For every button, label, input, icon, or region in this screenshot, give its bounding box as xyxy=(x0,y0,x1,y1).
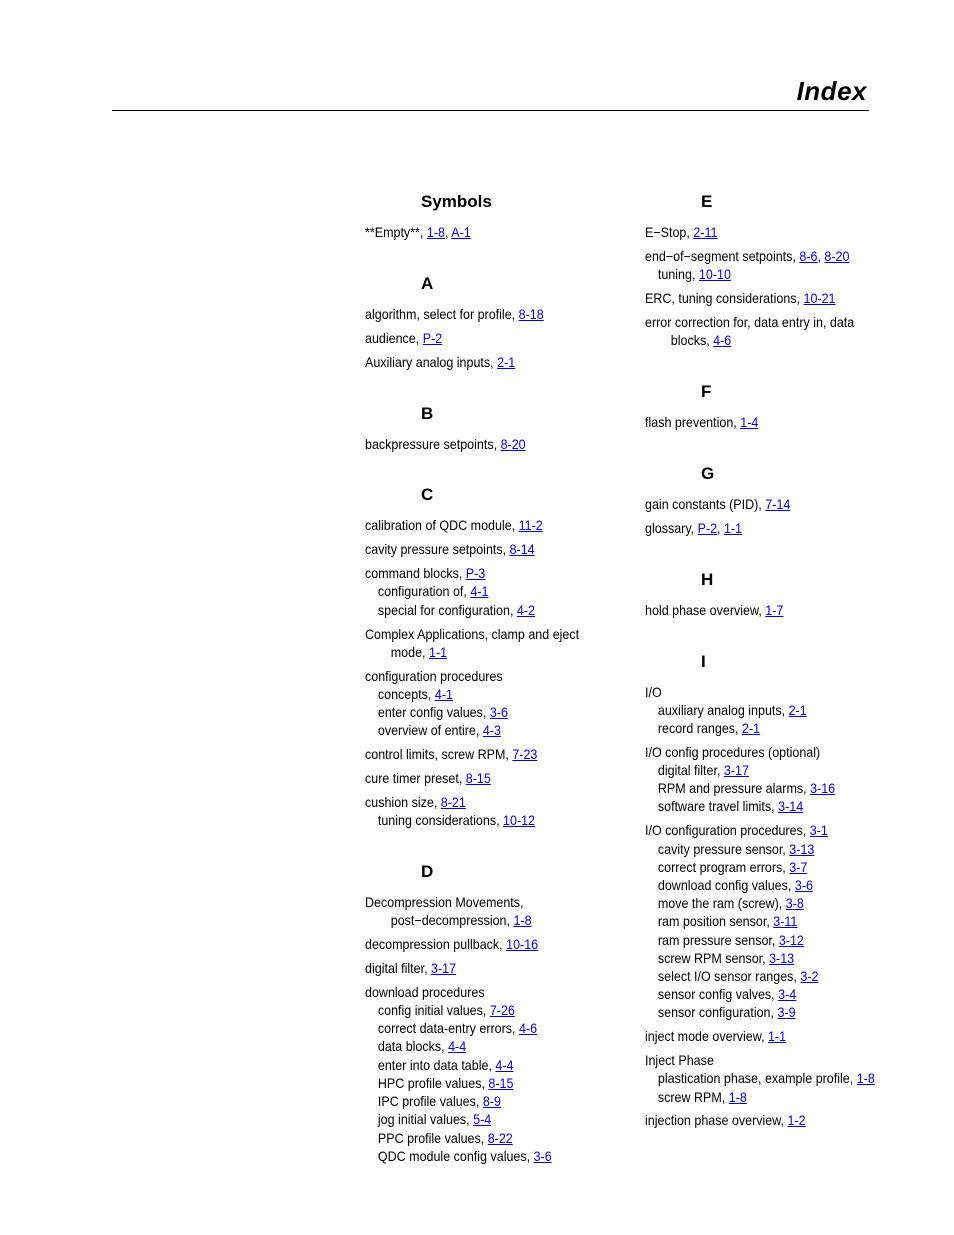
page-ref-link[interactable]: 4-4 xyxy=(495,1057,514,1073)
section-spacer xyxy=(365,248,627,272)
index-subentry xyxy=(365,812,606,830)
entry-term: command blocks, xyxy=(365,566,463,582)
page-ref-link[interactable]: 1-8 xyxy=(728,1089,747,1105)
section-letter: I xyxy=(701,651,706,671)
entry-term: Decompression Movements, xyxy=(365,895,524,910)
page-ref-link[interactable]: 3-9 xyxy=(777,1005,796,1021)
page-ref-link[interactable]: 3-4 xyxy=(778,987,797,1003)
page-ref-link[interactable]: 1-1 xyxy=(768,1029,787,1045)
entry-term-continued xyxy=(645,332,886,350)
index-subentry xyxy=(645,877,886,895)
subentry-term: screw RPM sensor, xyxy=(657,950,766,966)
subentry-term: data blocks, xyxy=(377,1039,445,1055)
subentry-term: select I/O sensor ranges, xyxy=(657,968,797,984)
page-ref-link[interactable]: 3-1 xyxy=(809,823,828,839)
index-subentry xyxy=(645,1070,886,1088)
index-entry xyxy=(365,746,606,764)
entry-term: **Empty**, xyxy=(365,225,424,240)
subentry-term: screw RPM, xyxy=(657,1089,726,1105)
subentry-term: ram position sensor, xyxy=(657,914,770,930)
entry-term: download procedures xyxy=(365,984,485,1000)
page-ref-link[interactable]: 8-20 xyxy=(500,436,526,452)
index-entry xyxy=(365,668,606,741)
entry-term: algorithm, select for profile, xyxy=(365,306,516,322)
section-spacer xyxy=(365,459,627,483)
page-ref-link[interactable]: 3-6 xyxy=(794,877,813,893)
index-subentry xyxy=(645,266,886,284)
page-ref-link[interactable]: 5-4 xyxy=(473,1112,492,1128)
entry-term: digital filter, xyxy=(365,960,428,976)
page-ref-link[interactable]: 8-9 xyxy=(482,1094,501,1110)
subentry-term: sensor config valves, xyxy=(657,987,775,1003)
index-subentry xyxy=(645,913,886,931)
index-subentry xyxy=(365,1148,606,1166)
section-letter: C xyxy=(421,485,434,505)
page-ref-link[interactable]: 10-21 xyxy=(803,290,836,306)
page-ref-link[interactable]: 3-17 xyxy=(431,960,457,976)
index-entry xyxy=(365,354,606,372)
page-ref-link[interactable]: 10-12 xyxy=(503,813,536,829)
page-ref-link[interactable]: 1-7 xyxy=(765,602,784,618)
subentry-term: IPC profile values, xyxy=(377,1094,480,1110)
subentry-term: move the ram (screw), xyxy=(657,896,783,912)
index-section xyxy=(645,438,907,538)
index-subentry xyxy=(365,1130,606,1148)
subentry-term: plastication phase, example profile, xyxy=(657,1071,854,1087)
page-ref-link[interactable]: 1-4 xyxy=(740,414,759,430)
page-header xyxy=(112,74,869,111)
section-letter: H xyxy=(701,569,714,589)
index-section xyxy=(365,248,627,372)
index-subentry xyxy=(365,1002,606,1020)
index-subentry xyxy=(365,1038,606,1056)
entry-term: calibration of QDC module, xyxy=(365,518,516,534)
index-entry: glossary, P-2, 1-1 xyxy=(645,520,743,536)
entry-term: E−Stop, xyxy=(645,225,690,240)
index-subentry xyxy=(645,968,886,986)
entry-term: Inject Phase xyxy=(645,1053,714,1069)
index-section xyxy=(645,544,907,620)
entry-term: Complex Applications, clamp and eject xyxy=(365,626,580,642)
page-ref-link[interactable]: 4-4 xyxy=(448,1039,467,1055)
entry-term-continuation: post−decompression, xyxy=(390,913,510,929)
index-entry xyxy=(365,517,606,535)
page-ref-link[interactable]: 3-2 xyxy=(800,968,819,984)
index-entry xyxy=(365,565,606,620)
page-ref-link[interactable]: 2-1 xyxy=(497,354,516,370)
subentry-term: tuning considerations, xyxy=(377,813,500,829)
index-entry xyxy=(365,894,606,930)
page-ref-link[interactable]: 8-18 xyxy=(518,306,544,322)
entry-term: ERC, tuning considerations, xyxy=(645,290,801,306)
index-section xyxy=(645,356,907,432)
index-entry xyxy=(365,436,606,454)
index-subentry xyxy=(645,1089,886,1107)
index-subentry xyxy=(365,686,606,704)
index-section xyxy=(645,626,907,1131)
section-spacer xyxy=(645,544,907,568)
index-subentry xyxy=(365,1093,606,1111)
page-ref-link[interactable]: 4-1 xyxy=(434,686,453,702)
entry-term: audience, xyxy=(365,330,420,346)
index-entry xyxy=(365,984,606,1166)
subentry-term: cavity pressure sensor, xyxy=(657,841,786,857)
entry-term-continued xyxy=(365,644,606,662)
entry-term: decompression pullback, xyxy=(365,937,503,953)
index-subentry xyxy=(365,602,606,620)
index-subentry xyxy=(645,762,886,780)
page-ref-link[interactable]: 2-1 xyxy=(788,702,807,718)
entry-term: hold phase overview, xyxy=(645,602,762,618)
index-entry: end−of−segment setpoints, 8-6, 8-20 tuning, 10-10 xyxy=(645,248,886,284)
page-ref-link[interactable]: 8-6 xyxy=(799,248,818,264)
section-spacer xyxy=(645,356,907,380)
subentry-term: enter config values, xyxy=(377,705,487,721)
section-spacer xyxy=(365,836,627,860)
entry-term: cushion size, xyxy=(365,794,438,810)
entry-term: flash prevention, xyxy=(645,414,737,430)
page-ref-link[interactable]: 3-7 xyxy=(789,859,808,875)
entry-term: backpressure setpoints, xyxy=(365,436,498,452)
page-ref-link[interactable]: P-2 xyxy=(697,520,718,536)
page-ref-link[interactable]: 1-8 xyxy=(513,913,532,929)
entry-term: glossary, xyxy=(645,520,695,536)
subentry-term: special for configuration, xyxy=(377,602,514,618)
subentry-term: concepts, xyxy=(377,686,432,702)
page-ref-link[interactable]: 3-12 xyxy=(778,932,804,948)
entry-term: configuration procedures xyxy=(365,668,503,684)
subentry-term: HPC profile values, xyxy=(377,1075,485,1091)
entry-term: I/O config procedures (optional) xyxy=(645,744,821,760)
index-subentry xyxy=(645,950,886,968)
subentry-term: overview of entire, xyxy=(377,723,480,739)
index-entry xyxy=(645,1112,886,1130)
index-entry xyxy=(365,960,606,978)
index-section xyxy=(365,378,627,454)
index-entry xyxy=(645,314,886,350)
index-entry xyxy=(365,306,606,324)
index-entry xyxy=(645,822,886,1022)
page-ref-link[interactable]: 2-11 xyxy=(693,225,718,240)
index-subentry xyxy=(645,841,886,859)
page-ref-link[interactable]: 7-26 xyxy=(489,1003,515,1019)
section-spacer xyxy=(645,626,907,650)
entry-term: injection phase overview, xyxy=(645,1113,785,1129)
index-entry xyxy=(645,1028,886,1046)
page-ref-link[interactable]: 4-2 xyxy=(516,602,536,618)
index-entry xyxy=(365,770,606,788)
page-ref-link[interactable]: 3-6 xyxy=(533,1148,552,1164)
index-entry xyxy=(645,1052,886,1107)
index-subentry xyxy=(645,859,886,877)
subentry-term: QDC module config values, xyxy=(377,1148,531,1164)
page-ref-link[interactable]: 3-13 xyxy=(789,841,815,857)
page-ref-link[interactable]: P-2 xyxy=(422,330,443,346)
index-entry xyxy=(645,744,886,817)
page-ref-link[interactable]: 3-8 xyxy=(785,896,804,912)
index-subentry xyxy=(645,1004,886,1022)
index-entry xyxy=(365,936,606,954)
index-column-right xyxy=(645,190,907,1136)
index-entry: **Empty**, 1-8, A-1 xyxy=(365,225,471,240)
index-entry xyxy=(365,330,606,348)
page-ref-link[interactable]: 2-1 xyxy=(742,720,761,736)
page-ref-link[interactable]: P-3 xyxy=(465,566,486,582)
subentry-term: software travel limits, xyxy=(657,799,775,815)
page-ref-link[interactable]: 4-6 xyxy=(713,333,732,349)
section-letter: D xyxy=(421,862,434,881)
page-title: Index xyxy=(796,76,867,106)
index-entry xyxy=(645,684,886,739)
subentry-term: configuration of, xyxy=(377,584,467,600)
page-ref-link[interactable]: 10-16 xyxy=(506,937,539,953)
entry-term-continued xyxy=(365,912,606,930)
page-ref-link[interactable]: 8-15 xyxy=(488,1075,514,1091)
page-ref-link[interactable]: A-1 xyxy=(451,225,471,240)
section-letter: Symbols xyxy=(421,192,492,211)
entry-term: I/O configuration procedures, xyxy=(645,823,807,839)
page-ref-link[interactable]: 7-23 xyxy=(512,747,538,763)
index-subentry xyxy=(365,704,606,722)
entry-term: gain constants (PID), xyxy=(645,496,762,512)
entry-term: control limits, screw RPM, xyxy=(365,747,509,763)
index-entry xyxy=(365,794,606,830)
entry-term-continuation: blocks, xyxy=(670,333,710,349)
page-ref-link[interactable]: 3-13 xyxy=(769,950,795,966)
index-section xyxy=(365,190,627,242)
page-ref-link[interactable]: 4-3 xyxy=(482,723,501,739)
index-subentry xyxy=(645,986,886,1004)
page-ref-link[interactable]: 8-14 xyxy=(509,542,535,558)
page-ref-link[interactable]: 1-8 xyxy=(856,1071,875,1087)
page-ref-link[interactable]: 8-21 xyxy=(440,794,466,810)
section-letter: A xyxy=(421,273,434,293)
page-ref-link[interactable]: 8-15 xyxy=(465,771,491,787)
page-ref-link[interactable]: 1-2 xyxy=(787,1113,806,1129)
index-subentry xyxy=(365,1075,606,1093)
section-spacer xyxy=(365,378,627,402)
subentry-term: jog initial values, xyxy=(377,1112,470,1128)
subentry-term: RPM and pressure alarms, xyxy=(657,781,807,797)
index-section xyxy=(645,190,907,350)
subentry-term: config initial values, xyxy=(377,1003,487,1019)
entry-term-continuation: mode, xyxy=(390,644,426,660)
entry-term: inject mode overview, xyxy=(645,1029,765,1045)
subentry-term: tuning, xyxy=(657,267,696,283)
section-letter: B xyxy=(421,403,434,423)
index-column-left xyxy=(365,190,627,1172)
page-ref-link[interactable]: 1-8 xyxy=(426,225,445,240)
index-subentry xyxy=(645,932,886,950)
entry-term: cure timer preset, xyxy=(365,771,463,787)
page-ref-link[interactable]: 3-14 xyxy=(778,799,804,815)
page-ref-link[interactable]: 4-6 xyxy=(518,1021,538,1037)
index-subentry xyxy=(365,722,606,740)
subentry-term: auxiliary analog inputs, xyxy=(657,702,786,718)
subentry-term: correct program errors, xyxy=(657,859,786,875)
subentry-term: sensor configuration, xyxy=(657,1005,774,1021)
subentry-term: download config values, xyxy=(657,877,792,893)
page-ref-link[interactable]: 7-14 xyxy=(765,496,791,512)
page-ref-link[interactable]: 1-1 xyxy=(724,520,743,536)
index-subentry xyxy=(365,1057,606,1075)
index-subentry xyxy=(365,1020,606,1038)
subentry-term: ram pressure sensor, xyxy=(657,932,776,948)
index-entry xyxy=(645,224,886,242)
index-subentry xyxy=(365,1111,606,1129)
page-ref-link[interactable]: 1-1 xyxy=(428,644,448,660)
subentry-term: correct data-entry errors, xyxy=(377,1021,516,1037)
subentry-term: PPC profile values, xyxy=(377,1130,485,1146)
page-ref-link[interactable]: 11-2 xyxy=(518,518,543,534)
section-letter: G xyxy=(701,463,715,483)
index-section xyxy=(365,459,627,830)
index-entry xyxy=(365,541,606,559)
section-letter: F xyxy=(701,381,712,401)
index-subentry xyxy=(365,583,606,601)
section-letter: E xyxy=(701,192,713,211)
index-section xyxy=(365,836,627,1166)
index-entry xyxy=(645,602,886,620)
page-ref-link[interactable]: 10-10 xyxy=(698,267,731,283)
subentry-term: record ranges, xyxy=(657,720,739,736)
index-entry xyxy=(645,290,886,308)
index-subentry xyxy=(645,895,886,913)
page-ref-link[interactable]: 3-6 xyxy=(489,705,508,721)
entry-term: Auxiliary analog inputs, xyxy=(365,354,494,370)
entry-term: cavity pressure setpoints, xyxy=(365,542,507,558)
index-entry xyxy=(645,414,886,432)
page-ref-link[interactable]: 8-22 xyxy=(487,1130,513,1146)
index-subentry xyxy=(645,798,886,816)
entry-term: end−of−segment setpoints, xyxy=(645,248,796,264)
entry-term: error correction for, data entry in, data xyxy=(645,314,855,330)
subentry-term: digital filter, xyxy=(657,763,721,779)
subentry-term: enter into data table, xyxy=(377,1057,492,1073)
index-entry xyxy=(365,626,606,662)
page-ref-link[interactable]: 3-16 xyxy=(810,781,836,797)
index-subentry xyxy=(645,720,886,738)
page-ref-link[interactable]: 4-1 xyxy=(470,584,489,600)
page-ref-link[interactable]: 8-20 xyxy=(824,248,850,264)
page-ref-link[interactable]: 3-11 xyxy=(773,914,798,930)
section-spacer xyxy=(645,438,907,462)
index-subentry xyxy=(645,780,886,798)
entry-term: I/O xyxy=(645,684,662,700)
index-subentry xyxy=(645,702,886,720)
page-ref-link[interactable]: 3-17 xyxy=(723,763,749,779)
index-entry xyxy=(645,496,886,514)
